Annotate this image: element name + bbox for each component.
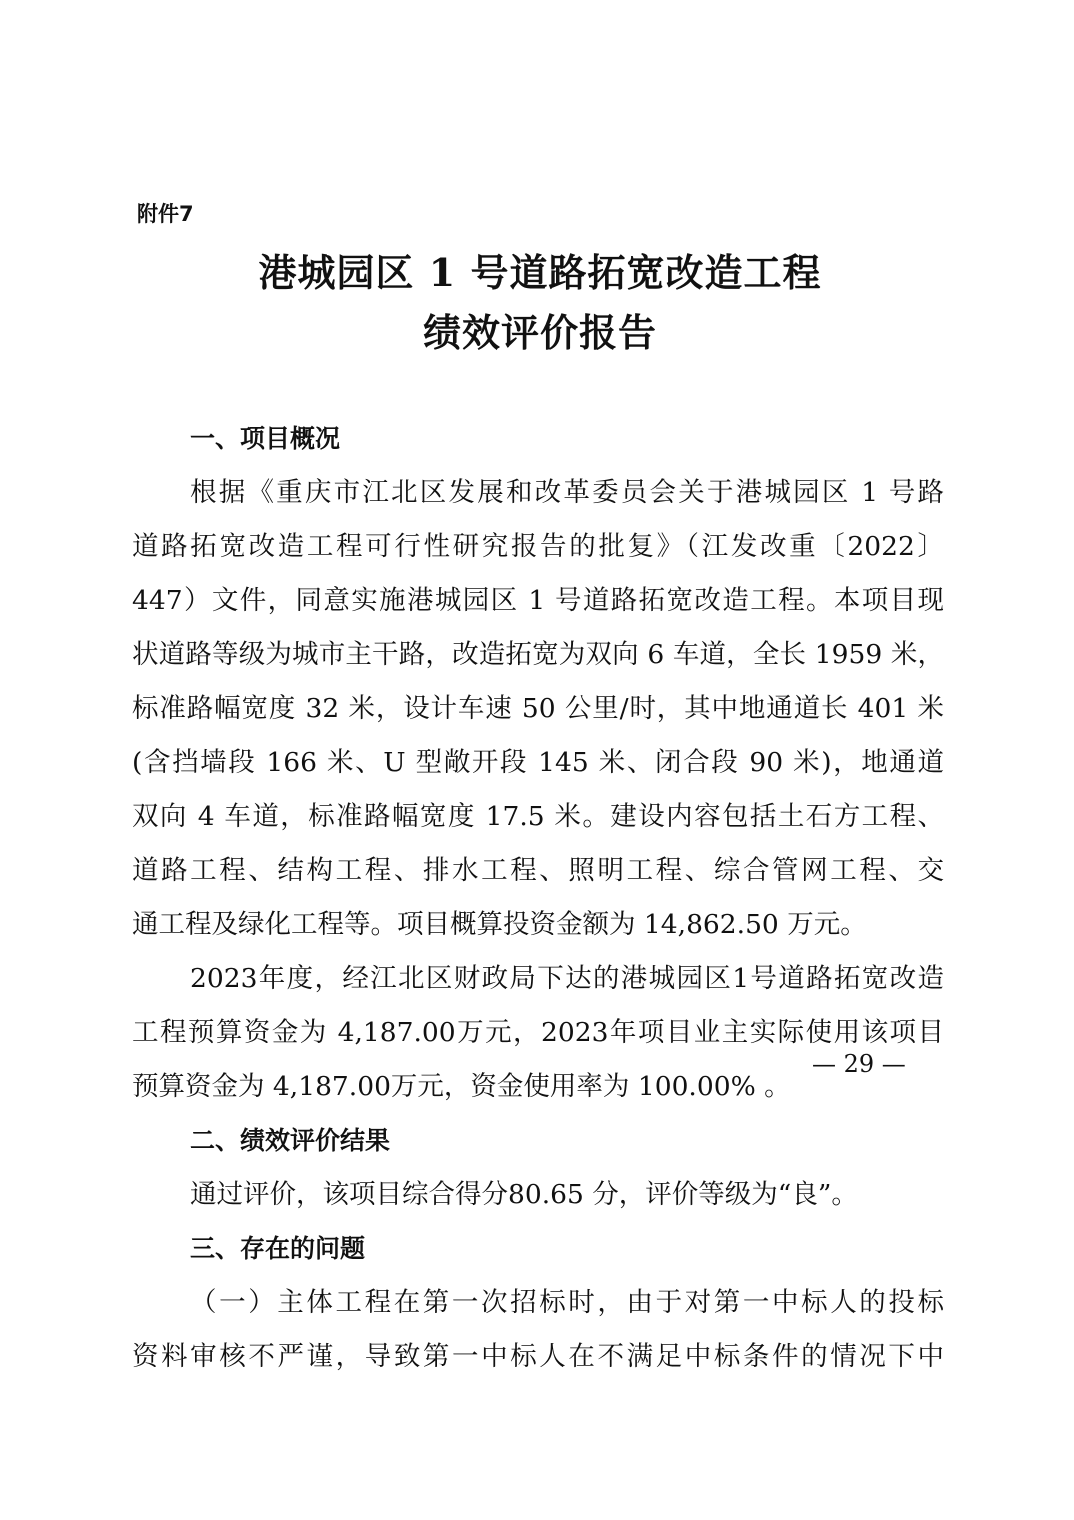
attachment-label: 附件7: [137, 202, 194, 226]
paragraph-line: 道路工程、结构工程、排水工程、照明工程、综合管网工程、交: [132, 855, 944, 886]
paragraph-line: 通工程及绿化工程等。项目概算投资金额为 14,862.50 万元。: [132, 909, 867, 940]
paragraph-line: 2023年度，经江北区财政局下达的港城园区1号道路拓宽改造: [190, 963, 944, 994]
paragraph: [132, 952, 944, 1114]
document-title-line-2: 绩效评价报告: [422, 310, 657, 355]
page-number: — 29 —: [812, 1050, 906, 1078]
section-heading: 一、项目概况: [190, 424, 341, 453]
paragraph-line: 标准路幅宽度 32 米，设计车速 50 公里/时，其中地通道长 401 米: [132, 693, 944, 724]
document-body: [132, 412, 944, 1384]
paragraph: [132, 1276, 944, 1384]
paragraph-line: 道路拓宽改造工程可行性研究报告的批复》（江发改重〔2022〕: [132, 531, 944, 562]
paragraph-line: 工程预算资金为 4,187.00万元，2023年项目业主实际使用该项目: [132, 1017, 944, 1048]
section-heading: 二、绩效评价结果: [190, 1126, 391, 1155]
section-existing-problems: [132, 1222, 944, 1384]
paragraph-line: 根据《重庆市江北区发展和改革委员会关于港城园区 1 号路: [190, 477, 944, 508]
paragraph-line: 资料审核不严谨，导致第一中标人在不满足中标条件的情况下中: [132, 1341, 944, 1372]
paragraph-line: 状道路等级为城市主干路，改造拓宽为双向 6 车道，全长 1959 米，: [132, 639, 944, 670]
paragraph: [132, 1168, 944, 1222]
paragraph-line: (含挡墙段 166 米、U 型敞开段 145 米、闭合段 90 米)，地通道: [132, 747, 944, 778]
paragraph-line: 预算资金为 4,187.00万元，资金使用率为 100.00% 。: [132, 1071, 791, 1102]
paragraph-line: （一）主体工程在第一次招标时，由于对第一中标人的投标: [190, 1287, 944, 1318]
document-title-line-1: 港城园区 1 号道路拓宽改造工程: [258, 250, 822, 295]
paragraph-line: 447）文件，同意实施港城园区 1 号道路拓宽改造工程。本项目现: [132, 585, 944, 616]
paragraph: [132, 466, 944, 952]
paragraph-line: 双向 4 车道，标准路幅宽度 17.5 米。建设内容包括土石方工程、: [132, 801, 944, 832]
section-evaluation-result: [132, 1114, 944, 1222]
section-project-overview: [132, 412, 944, 1114]
paragraph-line: 通过评价，该项目综合得分80.65 分，评价等级为“良”。: [190, 1179, 858, 1210]
section-heading: 三、存在的问题: [190, 1234, 366, 1263]
